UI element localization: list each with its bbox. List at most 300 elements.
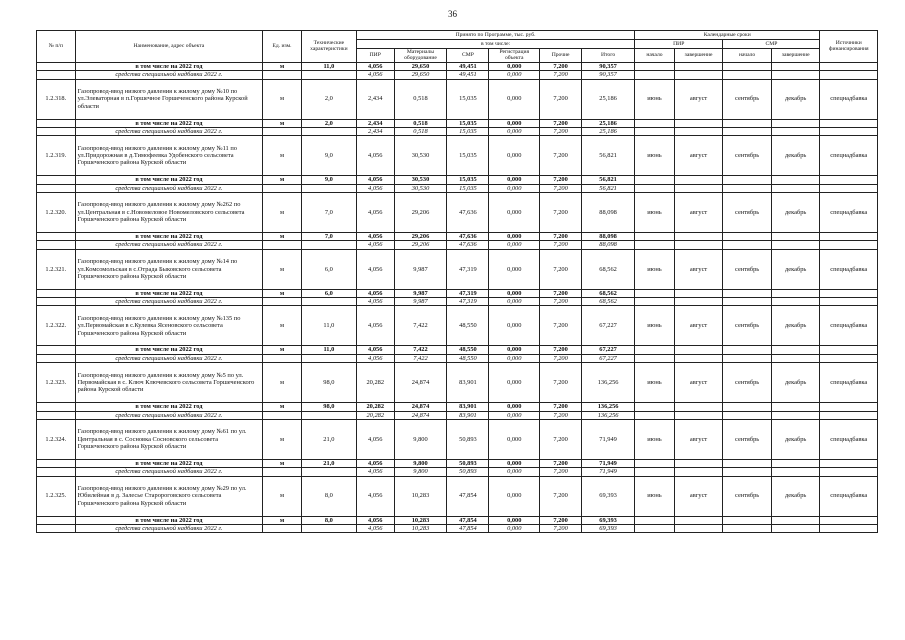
funding-source: спецнадбавка <box>820 476 878 516</box>
special-label: средства специальной надбавки 2022 г. <box>75 411 263 419</box>
pir-end: август <box>674 363 723 403</box>
tech: 8,0 <box>301 476 356 516</box>
row-number: 1.2.319. <box>37 136 76 176</box>
registration: 0,000 <box>489 127 540 135</box>
funding-source: спецнадбавка <box>820 79 878 119</box>
smr: 47,319 <box>447 249 489 289</box>
year-label: в том числе на 2022 год <box>75 346 263 354</box>
smr-start: сентябрь <box>723 363 772 403</box>
other: 7,200 <box>540 233 582 241</box>
pir-end-header: завершение <box>674 49 723 63</box>
materials: 29,206 <box>394 193 447 233</box>
pir: 4,056 <box>356 354 394 362</box>
total: 71,949 <box>582 419 635 459</box>
total: 136,256 <box>582 363 635 403</box>
program-sub-header: в том числе: <box>356 40 634 49</box>
object-name: Газопровод-ввод низкого давления к жилому дому №135 по ул.Первомайская в с.Кулевка Ясеновского сельсовета Горшеченского района Курской области <box>75 306 263 346</box>
materials: 29,650 <box>394 62 447 70</box>
unit: м <box>263 233 302 241</box>
materials: 9,987 <box>394 249 447 289</box>
pir-end: август <box>674 136 723 176</box>
pir: 4,056 <box>356 419 394 459</box>
col-unit-header: Ед. изм. <box>263 31 302 63</box>
other: 7,200 <box>540 363 582 403</box>
smr: 48,550 <box>447 346 489 354</box>
pir: 4,056 <box>356 468 394 476</box>
row-number: 1.2.325. <box>37 476 76 516</box>
tech: 6,0 <box>301 289 356 297</box>
smr: 47,854 <box>447 476 489 516</box>
unit: м <box>263 249 302 289</box>
col-num-header: № п/п <box>37 31 76 63</box>
materials: 0,518 <box>394 79 447 119</box>
unit: м <box>263 79 302 119</box>
pir: 4,056 <box>356 184 394 192</box>
object-name: Газопровод-ввод низкого давления к жилому дому №5 по ул. Первомайская в с. Ключ Ключевского сельсовета Горшеченского района Курской области <box>75 363 263 403</box>
total: 69,393 <box>582 516 635 524</box>
table-row <box>37 193 878 233</box>
registration: 0,000 <box>489 516 540 524</box>
pir: 4,056 <box>356 233 394 241</box>
total: 25,186 <box>582 127 635 135</box>
table-row <box>37 298 878 306</box>
total: 69,393 <box>582 476 635 516</box>
tech: 6,0 <box>301 249 356 289</box>
object-name: Газопровод-ввод низкого давления к жилому дому №61 по ул. Центральная в с. Сосновка Сосновского сельсовета Горшеченского района Курской области <box>75 419 263 459</box>
funding-source: спецнадбавка <box>820 363 878 403</box>
year-label: в том числе на 2022 год <box>75 119 263 127</box>
smr-end: декабрь <box>771 249 820 289</box>
total: 67,227 <box>582 354 635 362</box>
table-row <box>37 241 878 249</box>
special-label: средства специальной надбавки 2022 г. <box>75 524 263 532</box>
table-row <box>37 306 878 346</box>
registration: 0,000 <box>489 419 540 459</box>
registration: 0,000 <box>489 289 540 297</box>
registration: 0,000 <box>489 476 540 516</box>
other: 7,200 <box>540 193 582 233</box>
calendar-smr-header: СМР <box>723 40 820 49</box>
tech: 98,0 <box>301 363 356 403</box>
smr-end: декабрь <box>771 419 820 459</box>
table-row <box>37 79 878 119</box>
pir: 4,056 <box>356 516 394 524</box>
table-row <box>37 476 878 516</box>
total: 136,256 <box>582 403 635 411</box>
materials: 24,874 <box>394 363 447 403</box>
funding-source: спецнадбавка <box>820 136 878 176</box>
pir: 20,282 <box>356 363 394 403</box>
unit: м <box>263 176 302 184</box>
total: 68,562 <box>582 298 635 306</box>
smr-end-header: завершение <box>771 49 820 63</box>
table-row <box>37 346 878 354</box>
smr-start-header: начало <box>723 49 772 63</box>
smr: 83,901 <box>447 403 489 411</box>
materials: 9,987 <box>394 298 447 306</box>
materials: 24,874 <box>394 403 447 411</box>
pir: 4,056 <box>356 136 394 176</box>
col-materials-header: Материалы оборудование <box>394 49 447 63</box>
other: 7,200 <box>540 306 582 346</box>
other: 7,200 <box>540 71 582 79</box>
materials: 0,518 <box>394 127 447 135</box>
unit: м <box>263 476 302 516</box>
other: 7,200 <box>540 516 582 524</box>
funding-source: спецнадбавка <box>820 193 878 233</box>
pir: 4,056 <box>356 62 394 70</box>
tech: 11,0 <box>301 62 356 70</box>
col-other-header: Прочие <box>540 49 582 63</box>
special-label: средства специальной надбавки 2022 г. <box>75 71 263 79</box>
other: 7,200 <box>540 419 582 459</box>
unit: м <box>263 403 302 411</box>
registration: 0,000 <box>489 79 540 119</box>
smr: 15,035 <box>447 79 489 119</box>
materials: 30,530 <box>394 184 447 192</box>
pir: 4,056 <box>356 476 394 516</box>
smr-end: декабрь <box>771 79 820 119</box>
pir: 4,056 <box>356 249 394 289</box>
total: 71,949 <box>582 459 635 467</box>
other: 7,200 <box>540 79 582 119</box>
other: 7,200 <box>540 411 582 419</box>
smr-start: сентябрь <box>723 193 772 233</box>
registration: 0,000 <box>489 403 540 411</box>
smr: 47,319 <box>447 298 489 306</box>
table-row <box>37 363 878 403</box>
pir: 2,434 <box>356 119 394 127</box>
smr-start: сентябрь <box>723 79 772 119</box>
unit: м <box>263 119 302 127</box>
year-label: в том числе на 2022 год <box>75 62 263 70</box>
smr: 47,854 <box>447 516 489 524</box>
registration: 0,000 <box>489 363 540 403</box>
unit: м <box>263 346 302 354</box>
table-row <box>37 71 878 79</box>
other: 7,200 <box>540 289 582 297</box>
registration: 0,000 <box>489 354 540 362</box>
smr: 15,035 <box>447 119 489 127</box>
table-row <box>37 184 878 192</box>
year-label: в том числе на 2022 год <box>75 289 263 297</box>
pir-start: июнь <box>635 476 675 516</box>
table-row <box>37 176 878 184</box>
total: 25,186 <box>582 79 635 119</box>
other: 7,200 <box>540 476 582 516</box>
smr-start: сентябрь <box>723 476 772 516</box>
total: 56,821 <box>582 184 635 192</box>
registration: 0,000 <box>489 71 540 79</box>
other: 7,200 <box>540 136 582 176</box>
row-number: 1.2.321. <box>37 249 76 289</box>
tech: 98,0 <box>301 403 356 411</box>
smr-end: декабрь <box>771 136 820 176</box>
materials: 7,422 <box>394 306 447 346</box>
materials: 30,530 <box>394 176 447 184</box>
smr: 49,451 <box>447 62 489 70</box>
unit: м <box>263 516 302 524</box>
materials: 9,800 <box>394 468 447 476</box>
funding-source: спецнадбавка <box>820 419 878 459</box>
pir-end: август <box>674 476 723 516</box>
table-row <box>37 127 878 135</box>
unit: м <box>263 136 302 176</box>
registration: 0,000 <box>489 62 540 70</box>
smr: 15,035 <box>447 127 489 135</box>
year-label: в том числе на 2022 год <box>75 403 263 411</box>
total: 25,186 <box>582 119 635 127</box>
total: 68,562 <box>582 249 635 289</box>
materials: 7,422 <box>394 346 447 354</box>
table-row <box>37 459 878 467</box>
unit: м <box>263 289 302 297</box>
tech: 11,0 <box>301 346 356 354</box>
materials: 29,206 <box>394 241 447 249</box>
pir-start: июнь <box>635 306 675 346</box>
unit: м <box>263 363 302 403</box>
registration: 0,000 <box>489 249 540 289</box>
smr: 15,035 <box>447 136 489 176</box>
smr-start: сентябрь <box>723 136 772 176</box>
calendar-group-header: Календарные сроки <box>635 31 820 40</box>
registration: 0,000 <box>489 524 540 532</box>
unit: м <box>263 62 302 70</box>
smr: 47,636 <box>447 233 489 241</box>
total: 56,821 <box>582 176 635 184</box>
smr-end: декабрь <box>771 306 820 346</box>
unit: м <box>263 419 302 459</box>
pir-start-header: начало <box>635 49 675 63</box>
registration: 0,000 <box>489 468 540 476</box>
pir: 20,282 <box>356 403 394 411</box>
row-number: 1.2.320. <box>37 193 76 233</box>
pir: 4,056 <box>356 176 394 184</box>
other: 7,200 <box>540 468 582 476</box>
smr: 47,854 <box>447 524 489 532</box>
special-label: средства специальной надбавки 2022 г. <box>75 468 263 476</box>
table-row <box>37 468 878 476</box>
table-row <box>37 419 878 459</box>
col-tech-header: Технические характеристики <box>301 31 356 63</box>
col-pir-header: ПИР <box>356 49 394 63</box>
pir-start: июнь <box>635 136 675 176</box>
smr-start: сентябрь <box>723 419 772 459</box>
smr-end: декабрь <box>771 476 820 516</box>
other: 7,200 <box>540 127 582 135</box>
total: 88,098 <box>582 241 635 249</box>
col-smr-header: СМР <box>447 49 489 63</box>
table-row <box>37 62 878 70</box>
total: 67,227 <box>582 346 635 354</box>
smr: 48,550 <box>447 354 489 362</box>
year-label: в том числе на 2022 год <box>75 176 263 184</box>
year-label: в том числе на 2022 год <box>75 516 263 524</box>
pir-start: июнь <box>635 363 675 403</box>
row-number: 1.2.323. <box>37 363 76 403</box>
materials: 0,518 <box>394 119 447 127</box>
total: 71,949 <box>582 468 635 476</box>
table-row <box>37 516 878 524</box>
total: 69,393 <box>582 524 635 532</box>
registration: 0,000 <box>489 119 540 127</box>
registration: 0,000 <box>489 411 540 419</box>
other: 7,200 <box>540 62 582 70</box>
pir: 4,056 <box>356 71 394 79</box>
registration: 0,000 <box>489 176 540 184</box>
registration: 0,000 <box>489 459 540 467</box>
table-row <box>37 233 878 241</box>
materials: 10,283 <box>394 524 447 532</box>
unit: м <box>263 306 302 346</box>
program-table <box>36 30 878 533</box>
registration: 0,000 <box>489 136 540 176</box>
other: 7,200 <box>540 298 582 306</box>
materials: 30,530 <box>394 136 447 176</box>
smr: 47,636 <box>447 193 489 233</box>
other: 7,200 <box>540 459 582 467</box>
smr: 50,893 <box>447 459 489 467</box>
smr-start: сентябрь <box>723 249 772 289</box>
smr: 83,901 <box>447 363 489 403</box>
tech: 7,0 <box>301 233 356 241</box>
col-source-header: Источники финансирования <box>820 31 878 63</box>
pir-end: август <box>674 249 723 289</box>
special-label: средства специальной надбавки 2022 г. <box>75 354 263 362</box>
pir-start: июнь <box>635 249 675 289</box>
other: 7,200 <box>540 119 582 127</box>
pir: 2,434 <box>356 127 394 135</box>
other: 7,200 <box>540 403 582 411</box>
registration: 0,000 <box>489 233 540 241</box>
table-row <box>37 249 878 289</box>
pir-start: июнь <box>635 193 675 233</box>
object-name: Газопровод-ввод низкого давления к жилому дому №10 по ул.Элеваторная в п.Горшечное Горшеченского района Курской области <box>75 79 263 119</box>
unit: м <box>263 193 302 233</box>
materials: 7,422 <box>394 354 447 362</box>
unit: м <box>263 459 302 467</box>
smr: 15,035 <box>447 176 489 184</box>
total: 56,821 <box>582 136 635 176</box>
funding-source: спецнадбавка <box>820 249 878 289</box>
materials: 29,206 <box>394 233 447 241</box>
other: 7,200 <box>540 241 582 249</box>
tech: 9,0 <box>301 136 356 176</box>
registration: 0,000 <box>489 184 540 192</box>
pir: 4,056 <box>356 306 394 346</box>
table-row <box>37 289 878 297</box>
smr: 48,550 <box>447 306 489 346</box>
tech: 2,0 <box>301 79 356 119</box>
pir: 4,056 <box>356 289 394 297</box>
smr-end: декабрь <box>771 193 820 233</box>
registration: 0,000 <box>489 298 540 306</box>
col-registration-header: Регистрация объекта <box>489 49 540 63</box>
special-label: средства специальной надбавки 2022 г. <box>75 184 263 192</box>
pir: 4,056 <box>356 193 394 233</box>
smr: 49,451 <box>447 71 489 79</box>
total: 88,098 <box>582 193 635 233</box>
pir-end: август <box>674 306 723 346</box>
total: 90,357 <box>582 71 635 79</box>
pir-end: август <box>674 79 723 119</box>
smr: 50,893 <box>447 419 489 459</box>
table-row <box>37 403 878 411</box>
row-number: 1.2.318. <box>37 79 76 119</box>
total: 136,256 <box>582 411 635 419</box>
pir-end: август <box>674 193 723 233</box>
pir-start: июнь <box>635 419 675 459</box>
row-number: 1.2.324. <box>37 419 76 459</box>
table-row <box>37 524 878 532</box>
registration: 0,000 <box>489 346 540 354</box>
table-header <box>37 31 878 63</box>
year-label: в том числе на 2022 год <box>75 233 263 241</box>
pir: 4,056 <box>356 298 394 306</box>
table-row <box>37 354 878 362</box>
program-group-header: Принято по Программе, тыс. руб. <box>356 31 634 40</box>
special-label: средства специальной надбавки 2022 г. <box>75 298 263 306</box>
object-name: Газопровод-ввод низкого давления к жилому дому №262 по ул.Центральная в с.Новомеловое Новомеловского сельсовета Горшеченского района Курской области <box>75 193 263 233</box>
other: 7,200 <box>540 176 582 184</box>
smr: 47,636 <box>447 241 489 249</box>
smr-end: декабрь <box>771 363 820 403</box>
smr: 83,901 <box>447 411 489 419</box>
other: 7,200 <box>540 249 582 289</box>
registration: 0,000 <box>489 241 540 249</box>
smr: 47,319 <box>447 289 489 297</box>
materials: 10,283 <box>394 476 447 516</box>
object-name: Газопровод-ввод низкого давления к жилому дому №11 по ул.Придорожная в д.Тимофеевка Удобенского сельсовета Горшеченского района Курской области <box>75 136 263 176</box>
year-label: в том числе на 2022 год <box>75 459 263 467</box>
total: 90,357 <box>582 62 635 70</box>
other: 7,200 <box>540 346 582 354</box>
tech: 21,0 <box>301 459 356 467</box>
tech: 9,0 <box>301 176 356 184</box>
materials: 9,987 <box>394 289 447 297</box>
smr: 15,035 <box>447 184 489 192</box>
table-row <box>37 411 878 419</box>
pir: 2,434 <box>356 79 394 119</box>
row-number: 1.2.322. <box>37 306 76 346</box>
pir: 4,056 <box>356 241 394 249</box>
tech: 11,0 <box>301 306 356 346</box>
table-body <box>37 62 878 532</box>
other: 7,200 <box>540 524 582 532</box>
pir-start: июнь <box>635 79 675 119</box>
table-row <box>37 136 878 176</box>
materials: 10,283 <box>394 516 447 524</box>
total: 68,562 <box>582 289 635 297</box>
table-row <box>37 119 878 127</box>
pir: 20,282 <box>356 411 394 419</box>
funding-source: спецнадбавка <box>820 306 878 346</box>
smr: 50,893 <box>447 468 489 476</box>
object-name: Газопровод-ввод низкого давления к жилому дому №29 по ул. Юбилейная в д. Залесье Старороговского сельсовета Горшеченского района Курской области <box>75 476 263 516</box>
tech: 7,0 <box>301 193 356 233</box>
total: 88,098 <box>582 233 635 241</box>
col-total-header: Итого <box>582 49 635 63</box>
tech: 21,0 <box>301 419 356 459</box>
special-label: средства специальной надбавки 2022 г. <box>75 127 263 135</box>
materials: 9,800 <box>394 419 447 459</box>
other: 7,200 <box>540 184 582 192</box>
smr-start: сентябрь <box>723 306 772 346</box>
pir: 4,056 <box>356 524 394 532</box>
materials: 9,800 <box>394 459 447 467</box>
pir: 4,056 <box>356 459 394 467</box>
total: 67,227 <box>582 306 635 346</box>
